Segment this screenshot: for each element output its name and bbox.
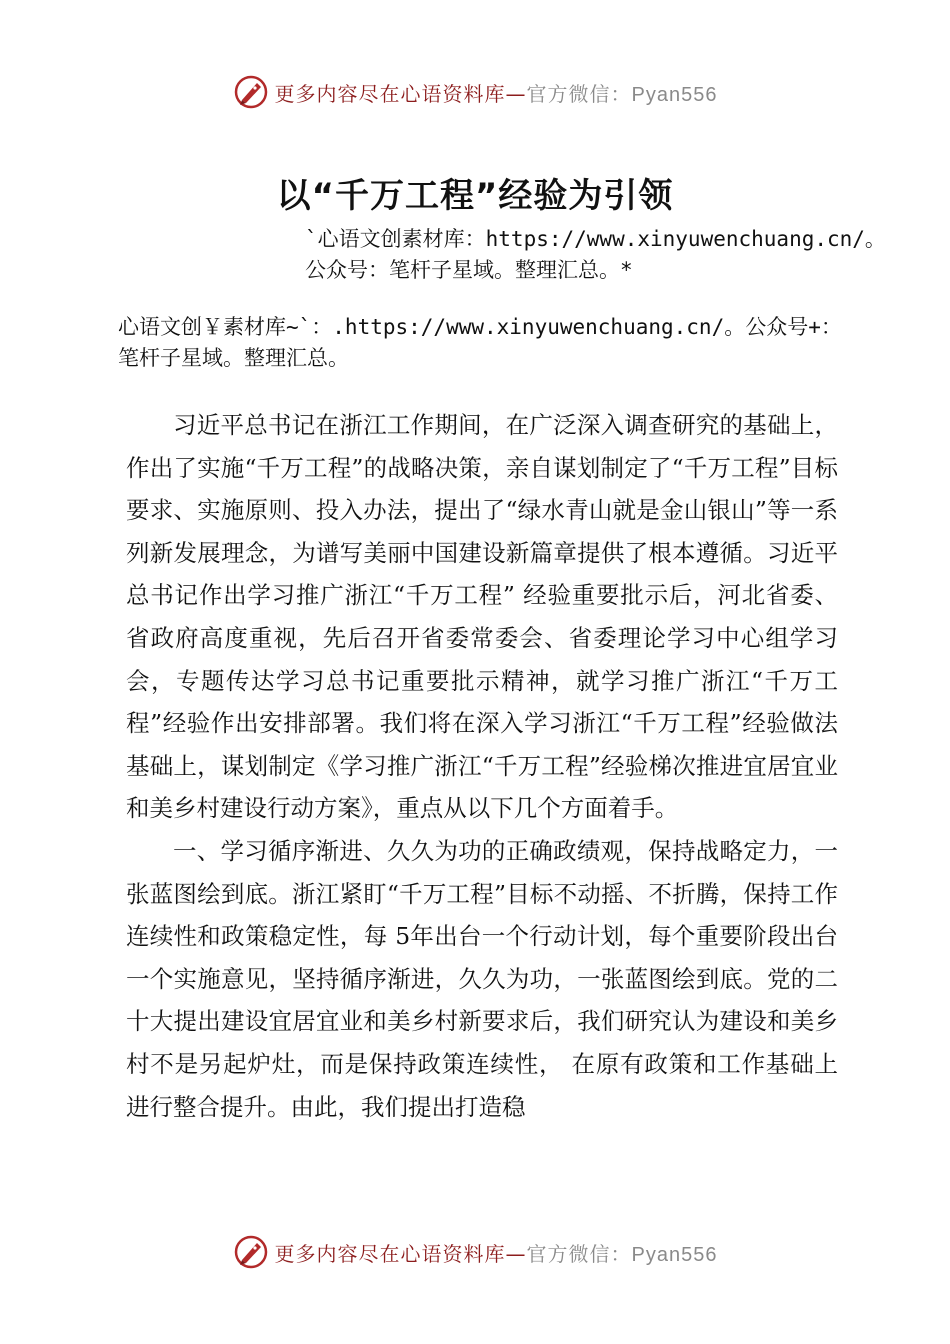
paragraph: 习近平总书记在浙江工作期间，在广泛深入调查研究的基础上，作出了实施“千万工程”的战略决策，亲自谋划制定了“千万工程”目标要求、实施原则、投入办法，提出了“绿水青山就是金山银山”等一系列新发展理念，为谱写美丽中国建设新篇章提供了根本遵循。习近平总书记作出学习推广浙江“千万工程” 经验重要批示后，河北省委、省政府高度重视，先后召开省委常委会、省委理论学习中心组学习会，专题传达学习总书记重要批示精神，就学习推广浙江“千万工程”经验作出安排部署。我们将在深入学习浙江“千万工程”经验做法基础上，谋划制定《学习推广浙江“千万工程”经验梯次推进宜居宜业和美乡村建设行动方案》，重点从以下几个方面着手。	[126, 411, 838, 823]
source-note-1: `心语文创素材库：https://www.xinyuwenchuang.cn/。公众号：笔杆子星域。整理汇总。*	[305, 227, 886, 282]
pen-nib-logo-icon	[233, 74, 269, 110]
paragraph: 一、学习循序渐进、久久为功的正确政绩观，保持战略定力，一张蓝图绘到底。浙江紧盯“千万工程”目标不动摇、不折腾，保持工作连续性和政策稳定性，每 5年出台一个行动计划，每个重要阶段出台一个实施意见，坚持循序渐进，久久为功，一张蓝图绘到底。党的二十大提出建设宜居宜业和美乡村新要求后，我们研究认为建设和美乡村不是另起炉灶，而是保持政策连续性， 在原有政策和工作基础上进行整合提升。由此，我们提出打造稳	[126, 836, 838, 1121]
document-body	[126, 404, 838, 1128]
banner-wechat-label: 官方微信：	[526, 1241, 632, 1266]
pen-nib-logo-icon	[233, 1234, 269, 1270]
header-banner	[0, 72, 950, 112]
document-title: 以“千万工程”经验为引领	[276, 176, 674, 216]
source-note-2: 心语文创￥素材库~`：.https://www.xinyuwenchuang.cn/。公众号+：笔杆子星域。整理汇总。	[118, 315, 842, 370]
footer-banner	[0, 1232, 950, 1272]
banner-wechat-id: Pyan556	[631, 1243, 718, 1266]
banner-slogan: 更多内容尽在心语资料库—	[274, 81, 527, 106]
banner-slogan: 更多内容尽在心语资料库—	[274, 1241, 527, 1266]
banner-text	[275, 1238, 718, 1267]
banner-text	[275, 78, 718, 107]
banner-wechat-id: Pyan556	[631, 83, 718, 106]
banner-wechat-label: 官方微信：	[526, 81, 632, 106]
